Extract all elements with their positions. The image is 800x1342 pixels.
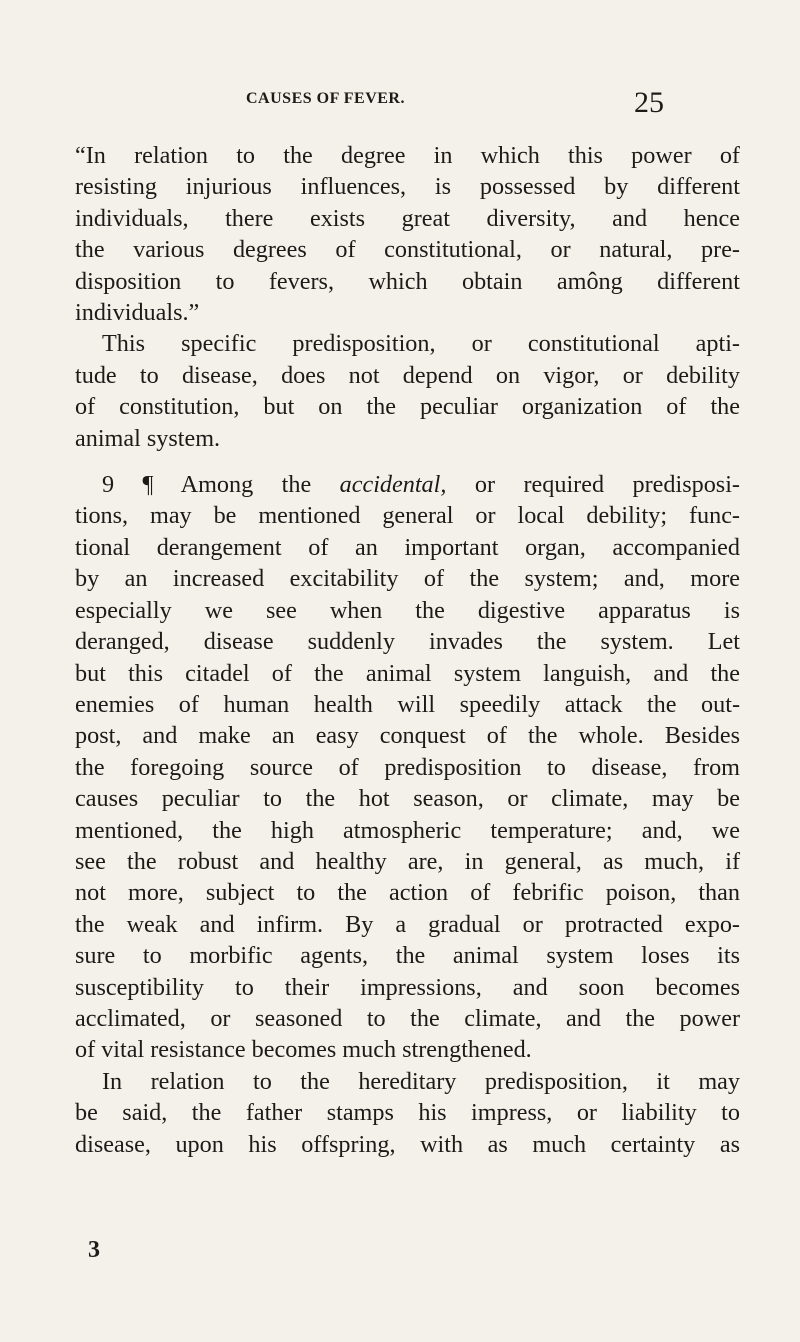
- text-line: This specific predisposition, or constitutional apti-: [102, 330, 740, 358]
- text-line: tions, may be mentioned general or local debility; func-: [75, 502, 740, 530]
- text-line: the various degrees of constitutional, or natural, pre-: [75, 236, 740, 264]
- text-line: by an increased excitability of the system; and, more: [75, 565, 740, 593]
- text-line: disposition to fevers, which obtain amông different: [75, 267, 740, 295]
- text-line: the weak and infirm. By a gradual or protracted expo-: [75, 910, 740, 938]
- text-line: see the robust and healthy are, in general, as much, if: [75, 847, 740, 875]
- text-line: sure to morbific agents, the animal system loses its: [75, 942, 740, 970]
- signature-mark: 3: [88, 1237, 100, 1263]
- text-line: but this citadel of the animal system languish, and the: [75, 659, 740, 687]
- text-line: deranged, disease suddenly invades the system. Let: [75, 628, 740, 656]
- text-line: tional derangement of an important organ, accompanied: [75, 533, 740, 561]
- text-line: individuals.”: [75, 299, 200, 327]
- text-line: animal system.: [75, 424, 221, 452]
- text-line: “In relation to the degree in which this power of: [75, 142, 740, 169]
- text-line: tude to disease, does not depend on vigor, or debility: [75, 361, 740, 389]
- text-line: enemies of human health will speedily attack the out-: [75, 690, 740, 718]
- text-line: susceptibility to their impressions, and soon becomes: [75, 973, 740, 1001]
- text-line: disease, upon his offspring, with as much certainty as: [75, 1130, 740, 1158]
- text-line: individuals, there exists great diversity, and hence: [75, 204, 740, 232]
- text-line: acclimated, or seasoned to the climate, and the power: [75, 1004, 740, 1032]
- page-number: 25: [634, 86, 664, 119]
- text-line: not more, subject to the action of febrific poison, than: [75, 879, 740, 907]
- paragraph-gap: [75, 454, 740, 469]
- text-line: especially we see when the digestive apparatus is: [75, 596, 740, 624]
- text-line: In relation to the hereditary predisposition, it may: [102, 1067, 740, 1095]
- text-line: mentioned, the high atmospheric temperature; and, we: [75, 816, 740, 844]
- text-line: resisting injurious influences, is possessed by different: [75, 173, 740, 201]
- text-line: of constitution, but on the peculiar organization of the: [75, 393, 740, 421]
- text-line: of vital resistance becomes much strengthened.: [75, 1036, 532, 1064]
- text-line: be said, the father stamps his impress, or liability to: [75, 1099, 740, 1127]
- running-title: CAUSES OF FEVER.: [246, 90, 405, 107]
- text-line: post, and make an easy conquest of the whole. Besides: [75, 722, 740, 750]
- text-line: the foregoing source of predisposition to disease, from: [75, 753, 740, 781]
- body-text: [75, 140, 740, 1160]
- text-line: causes peculiar to the hot season, or climate, may be: [75, 785, 740, 813]
- text-line: 9 ¶ Among the accidental, or required predisposi-: [102, 471, 740, 499]
